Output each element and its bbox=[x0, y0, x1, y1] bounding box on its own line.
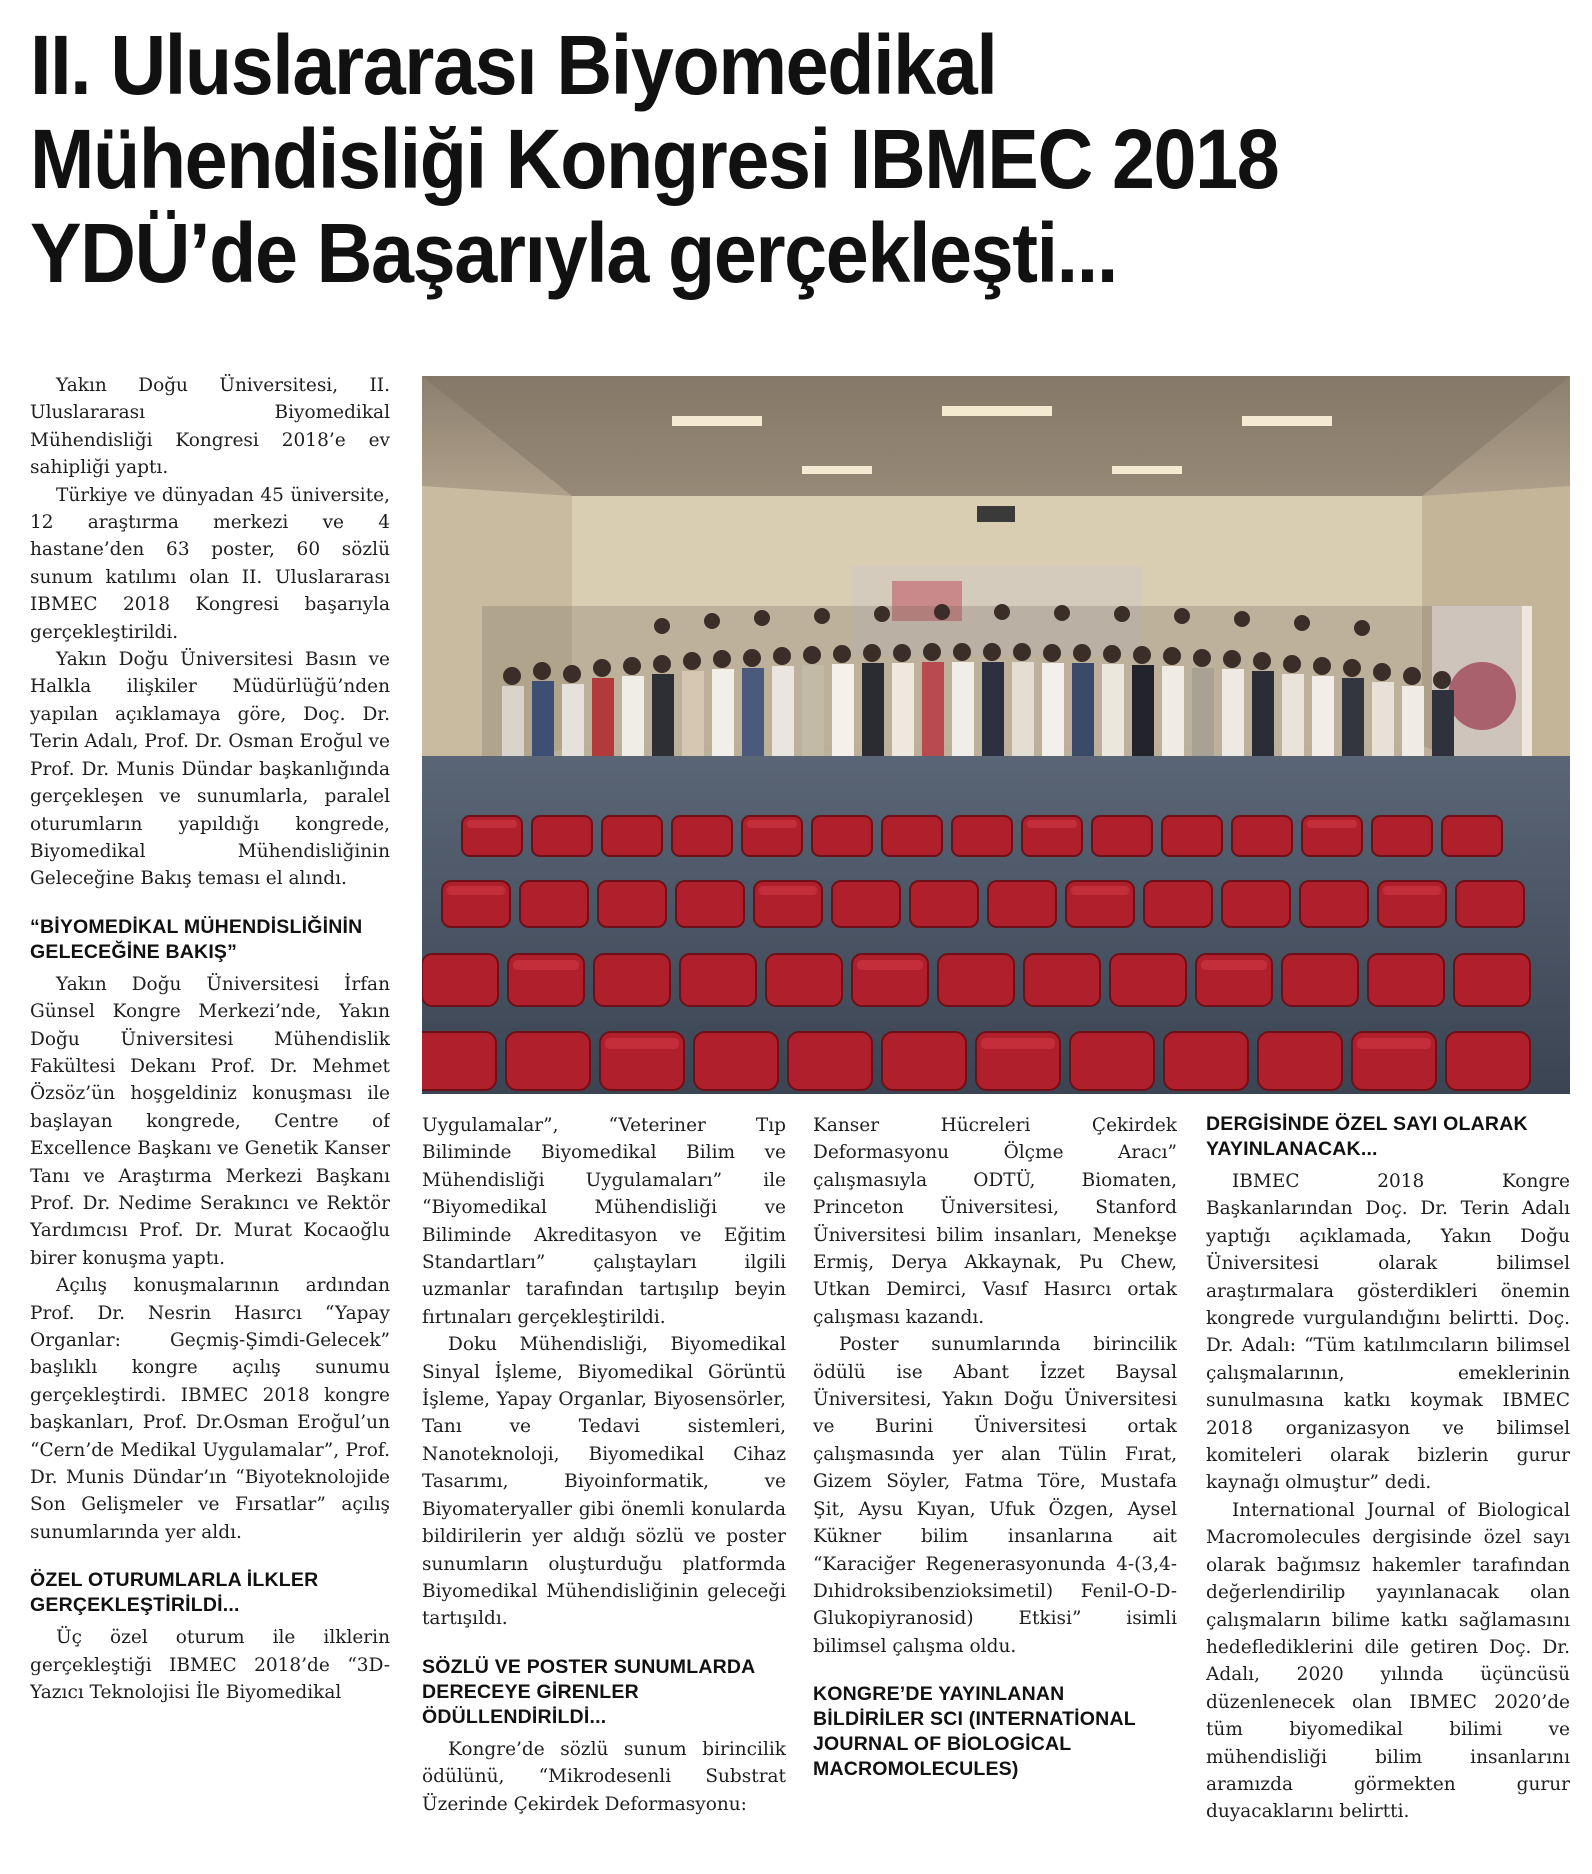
group-photo bbox=[422, 376, 1570, 1094]
paragraph: Yakın Doğu Üniversitesi Basın ve Halkla ilişkiler Müdürlüğü’nden yapılan açıklamaya göre, Doç. Dr. Terin Adalı, Prof. Dr. Osman Eroğul ve Prof. Dr. Munis Dündar başkanlığında gerçekleşen ve sunumlarla, paralel oturumların yapıldığı kongrede, Biyomedikal Mühendisliğinin Geleceğine Bakış teması el alındı. bbox=[30, 649, 390, 890]
section-heading: KONGRE’DE YAYINLANAN BİLDİRİLER SCI (INTERNATİONAL JOURNAL OF BİOLOGİCAL MACROMOLECULES) bbox=[813, 1683, 1136, 1781]
paragraph: International Journal of Biological Macromolecules dergisinde özel sayı olarak bağımsız hakemler tarafından değerlendirilip yayınlanacak olan çalışmaların bilime katkı sağlamasını hedeflediklerini dile getiren Doç. Dr. Adalı, 2020 yılında üçüncüsü düzenlenecek olan IBMEC 2020’de tüm biyomedikal bilimi ve mühendisliği bilim insanlarını aramızda görmekten gurur duyacaklarını belirtti. bbox=[1206, 1499, 1570, 1823]
article-column-4 bbox=[1206, 1112, 1570, 1862]
headline bbox=[30, 18, 1456, 300]
paragraph: Yakın Doğu Üniversitesi, II. Uluslararası Biyomedikal Mühendisliği Kongresi 2018’e ev sahipliği yaptı. bbox=[30, 375, 390, 479]
paragraph: Açılış konuşmalarının ardından Prof. Dr. Nesrin Hasırcı “Yapay Organlar: Geçmiş-Şimdi-Gelecek” başlıklı kongre açılış sunumu gerçekleştirdi. IBMEC 2018 kongre başkanları, Prof. Dr.Osman Eroğul’un “Cern’de Medikal Uygulamalar”, Prof. Dr. Munis Dündar’ın “Biyoteknolojide Son Gelişmeler ve Fırsatlar” açılış sunumlarında yer aldı. bbox=[30, 1275, 390, 1543]
headline-line-1: II. Uluslararası Biyomedikal bbox=[30, 18, 997, 112]
paragraph: Uygulamalar”, “Veteriner Tıp Biliminde Biyomedikal Bilim ve Mühendisliği Uygulamaları” ile “Biyomedikal Mühendisliği ve Biliminde Akreditasyon ve Eğitim Standartları” çalıştayları ilgili uzmanlar tarafından tartışılıp beyin fırtınaları gerçekleştirildi. bbox=[422, 1115, 786, 1328]
section-heading: ÖZEL OTURUMLARLA İLKLER GERÇEKLEŞTİRİLDİ... bbox=[30, 1569, 319, 1617]
section-heading: “BİYOMEDİKAL MÜHENDİSLİĞİNİN GELECEĞİNE BAKIŞ” bbox=[30, 915, 363, 963]
article-column-1 bbox=[30, 372, 390, 1862]
headline-line-3: YDÜ’de Başarıyla gerçekleşti... bbox=[30, 206, 1117, 300]
paragraph: Doku Mühendisliği, Biyomedikal Sinyal İşleme, Biyomedikal Görüntü İşleme, Yapay Organlar, Biyosensörler, Tanı ve Tedavi sistemleri, Nanoteknoloji, Biyomedikal Cihaz Tasarımı, Biyoinformatik, ve Biyomateryaller gibi önemli konularda bildirilerin yer aldığı sözlü ve poster sunumların oluşturduğu platformda Biyomedikal Mühendisliğinin geleceği tartışıldı. bbox=[422, 1334, 786, 1630]
section-heading: SÖZLÜ VE POSTER SUNUMLARDA DERECEYE GİRENLER ÖDÜLLENDİRİLDİ... bbox=[422, 1655, 755, 1728]
paragraph: IBMEC 2018 Kongre Başkanlarından Doç. Dr. Terin Adalı yaptığı açıklamada, Yakın Doğu Üniversitesi olarak bilimsel araştırmalara gösterdikleri önemin kongrede vurgulandığını belirtti. Doç. Dr. Adalı: “Tüm katılımcıların bilimsel çalışmalarının, emeklerinin sunulmasına katkı koymak IBMEC 2018 organizasyon ve bilimsel komiteleri olarak bizlerin gurur kaynağı olmuştur” dedi. bbox=[1206, 1171, 1570, 1494]
section-heading: DERGİSİNDE ÖZEL SAYI OLARAK YAYINLANACAK... bbox=[1206, 1113, 1528, 1160]
paragraph: Kanser Hücreleri Çekirdek Deformasyonu Ölçme Aracı” çalışmasıyla ODTÜ, Biomaten, Princeton Üniversitesi, Stanford Üniversitesi bilim insanları, Menekşe Ermiş, Derya Akkaynak, Pu Chew, Utkan Demirci, Vasıf Hasırcı ortak çalışması kazandı. bbox=[813, 1115, 1177, 1328]
group-photo-auditorium-icon bbox=[422, 376, 1570, 1094]
paragraph: Poster sunumlarında birincilik ödülü ise Abant İzzet Baysal Üniversitesi, Yakın Doğu Üniversitesi ve Burini Üniversitesi ortak çalışmasında yer alan Tülin Fırat, Gizem Söyler, Fatma Töre, Mustafa Şit, Aysu Kıyan, Ufuk Özgen, Aysel Kükner bilim insanlarına ait “Karaciğer Regenerasyonunda 4-(3,4-Dıhidroksibenzioksimetil) Fenil-O-D-Glukopiyranosid) Etkisi” isimli bilimsel çalışma oldu. bbox=[813, 1334, 1177, 1657]
paragraph: Üç özel oturum ile ilklerin gerçekleştiği IBMEC 2018’de “3D-Yazıcı Teknolojisi İle Biyomedikal bbox=[30, 1627, 390, 1704]
paragraph: Kongre’de sözlü sunum birincilik ödülünü, “Mikrodesenli Substrat Üzerinde Çekirdek Deformasyonu: bbox=[422, 1738, 786, 1815]
paragraph: Yakın Doğu Üniversitesi İrfan Günsel Kongre Merkezi’nde, Yakın Doğu Üniversitesi Mühendislik Fakültesi Dekanı Prof. Dr. Mehmet Özsöz’ün hoşgeldiniz konuşması ile başlayan kongrede, Centre of Excellence Başkanı ve Genetik Kanser Tanı ve Araştırma Merkezi Başkanı Prof. Dr. Nedime Serakıncı ve Rektör Yardımcısı Prof. Dr. Murat Kocaoğlu birer konuşma yaptı. bbox=[30, 973, 390, 1269]
article-column-2 bbox=[422, 1112, 786, 1862]
paragraph: Türkiye ve dünyadan 45 üniversite, 12 araştırma merkezi ve 4 hastane’den 63 poster, 60 sözlü sunum katılımı olan II. Uluslararası IBMEC 2018 Kongresi başarıyla gerçekleştirildi. bbox=[30, 484, 390, 643]
headline-line-2: Mühendisliği Kongresi IBMEC 2018 bbox=[30, 112, 1279, 206]
article-column-3 bbox=[813, 1112, 1177, 1862]
